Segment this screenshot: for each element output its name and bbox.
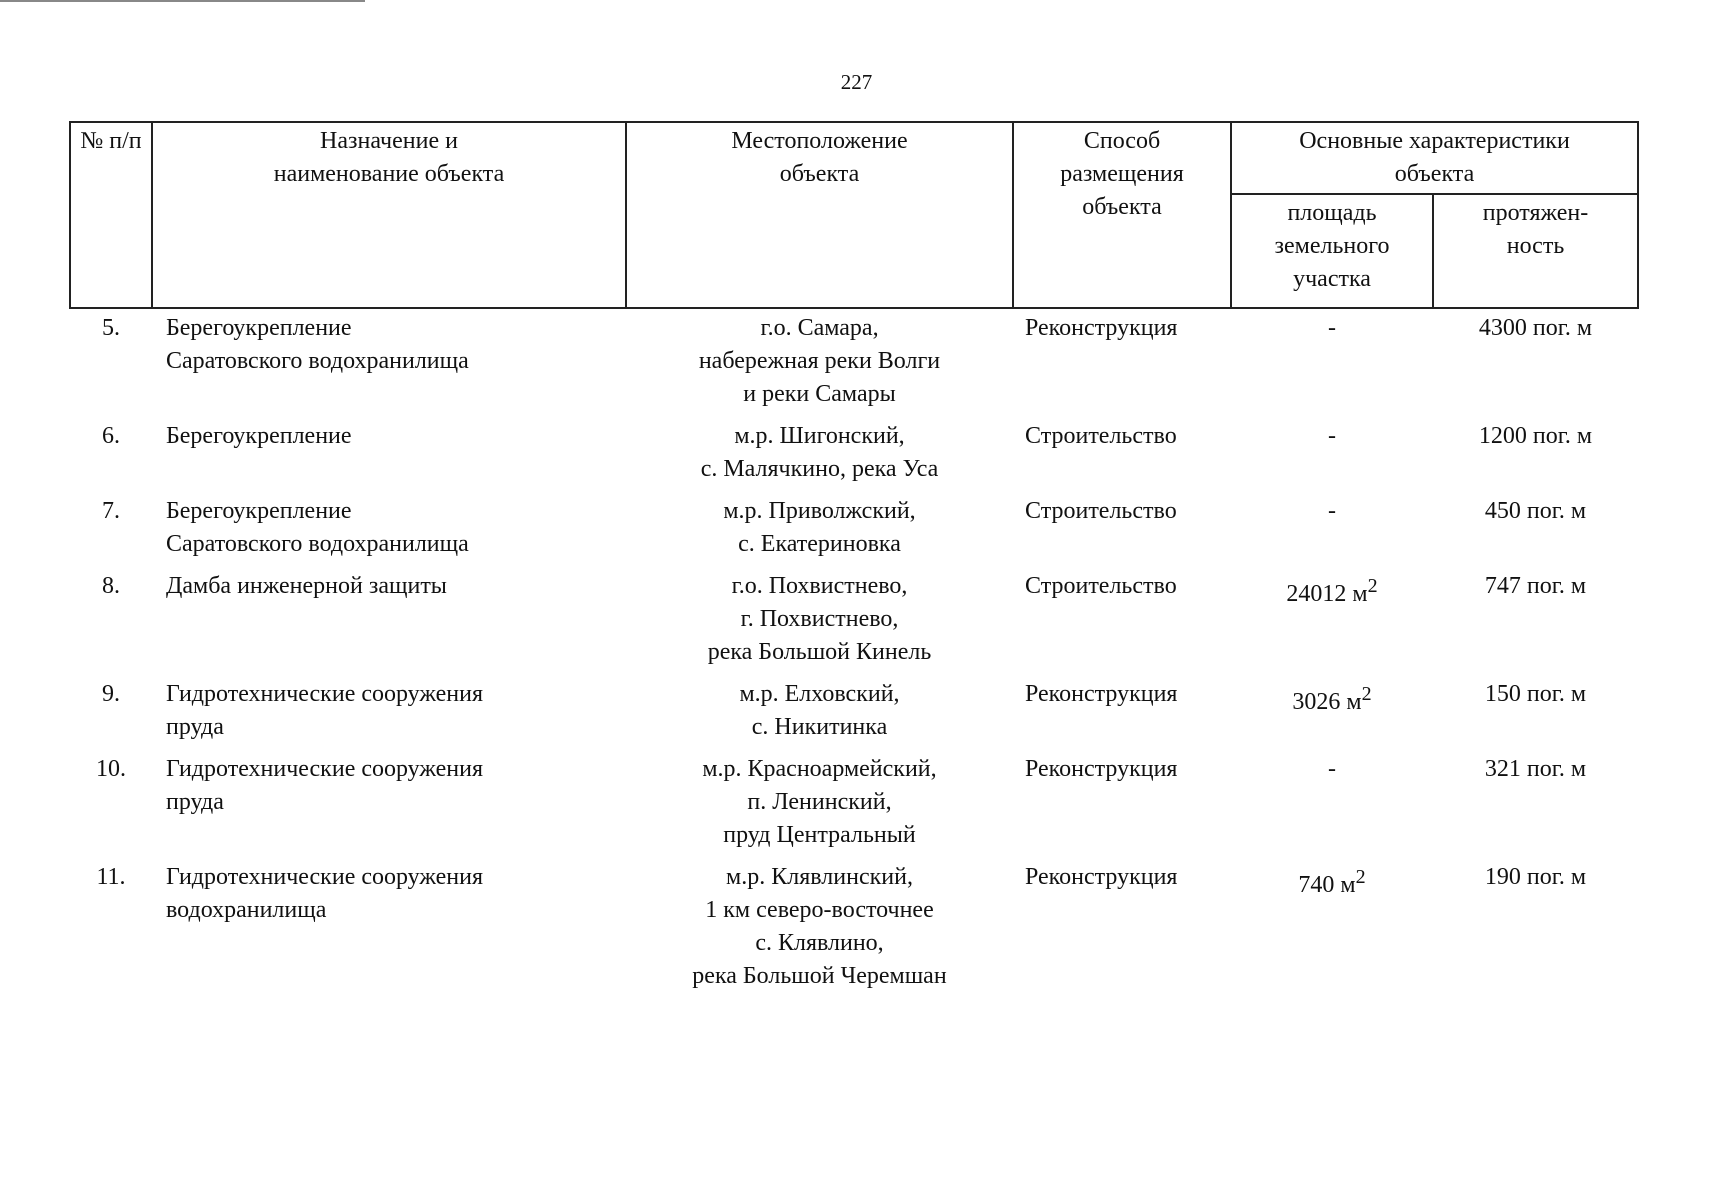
object-length: 4300 пог. м <box>1478 315 1593 341</box>
object-name: Берегоукрепление <box>166 423 352 449</box>
area-value: - <box>1328 498 1336 524</box>
page-number: 227 <box>840 70 873 94</box>
area-value: - <box>1328 315 1336 341</box>
land-area <box>1231 308 1433 420</box>
object-length: 190 пог. м <box>1484 864 1587 890</box>
object-name: Берегоукрепление Саратовского водохранилища <box>166 315 469 374</box>
area-value: - <box>1328 756 1336 782</box>
object-name: Гидротехнические сооружения пруда <box>166 681 484 740</box>
row-number: 8. <box>102 573 120 599</box>
area-value: 24012 <box>1286 581 1347 607</box>
land-area <box>1231 861 1433 1002</box>
area-unit-superscript: 2 <box>1355 866 1366 888</box>
object-name: Берегоукрепление Саратовского водохранилища <box>166 498 469 557</box>
land-area <box>1231 678 1433 753</box>
area-value: 740 <box>1298 872 1335 898</box>
object-length: 747 пог. м <box>1484 573 1587 599</box>
table-row <box>70 678 1638 753</box>
table-row <box>70 570 1638 678</box>
object-length: 1200 пог. м <box>1478 423 1593 449</box>
area-unit: м <box>1352 581 1368 607</box>
row-number: 5. <box>102 315 120 341</box>
placement-method: Строительство <box>1025 423 1177 449</box>
object-name: Гидротехнические сооружения водохранилища <box>166 864 484 923</box>
header-location: Местоположение объекта <box>626 122 1013 308</box>
area-unit-superscript: 2 <box>1367 575 1378 597</box>
header-length: протяжен- ность <box>1433 194 1638 308</box>
object-location: г.о. Самара, набережная реки Волги и реки Самары <box>698 315 941 407</box>
table-row <box>70 753 1638 861</box>
placement-method: Реконструкция <box>1025 864 1178 890</box>
objects-table <box>69 121 1639 1002</box>
object-name: Дамба инженерной защиты <box>166 573 447 599</box>
table-row <box>70 420 1638 495</box>
header-area: площадь земельного участка <box>1231 194 1433 308</box>
table-body <box>70 308 1638 1002</box>
land-area <box>1231 420 1433 495</box>
object-location: м.р. Шигонский, с. Малячкино, река Уса <box>700 423 939 482</box>
table-row <box>70 308 1638 420</box>
table-row <box>70 861 1638 1002</box>
object-name: Гидротехнические сооружения пруда <box>166 756 484 815</box>
object-length: 150 пог. м <box>1484 681 1587 707</box>
object-location: м.р. Клявлинский, 1 км северо-восточнее с. Клявлино, река Большой Черемшан <box>692 864 947 989</box>
area-unit-superscript: 2 <box>1361 683 1372 705</box>
area-unit: м <box>1340 872 1356 898</box>
object-location: м.р. Красноармейский, п. Ленинский, пруд Центральный <box>702 756 937 848</box>
placement-method: Строительство <box>1025 573 1177 599</box>
object-location: м.р. Елховский, с. Никитинка <box>739 681 900 740</box>
header-characteristics: Основные характеристики объекта <box>1231 122 1638 194</box>
land-area <box>1231 570 1433 678</box>
table-row <box>70 495 1638 570</box>
header-method: Способ размещения объекта <box>1013 122 1231 308</box>
row-number: 9. <box>102 681 120 707</box>
placement-method: Реконструкция <box>1025 756 1178 782</box>
area-unit: м <box>1346 689 1362 715</box>
placement-method: Реконструкция <box>1025 681 1178 707</box>
land-area <box>1231 495 1433 570</box>
area-value: 3026 <box>1292 689 1341 715</box>
row-number: 11. <box>96 864 126 890</box>
placement-method: Реконструкция <box>1025 315 1178 341</box>
row-number: 10. <box>96 756 126 782</box>
object-location: м.р. Приволжский, с. Екатериновка <box>723 498 916 557</box>
land-area <box>1231 753 1433 861</box>
row-number: 7. <box>102 498 120 524</box>
placement-method: Строительство <box>1025 498 1177 524</box>
object-length: 450 пог. м <box>1484 498 1587 524</box>
scan-edge-line <box>0 0 365 2</box>
object-location: г.о. Похвистнево, г. Похвистнево, река Большой Кинель <box>707 573 932 665</box>
area-value: - <box>1328 423 1336 449</box>
row-number: 6. <box>102 423 120 449</box>
object-length: 321 пог. м <box>1484 756 1587 782</box>
header-name: Назначение и наименование объекта <box>152 122 626 308</box>
table-header <box>70 122 1638 308</box>
header-num: № п/п <box>70 122 152 308</box>
